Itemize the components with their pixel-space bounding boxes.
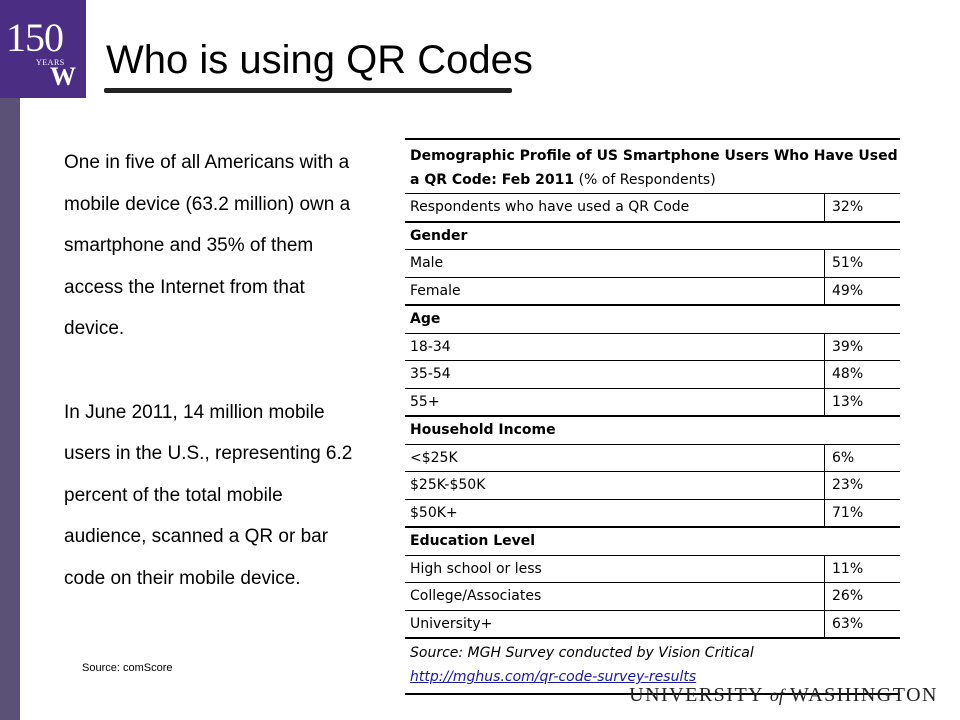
title-underline xyxy=(104,88,512,93)
row-value: 26% xyxy=(825,583,901,611)
table-row xyxy=(405,250,900,278)
logo-number: 150 xyxy=(6,15,63,60)
body-text xyxy=(64,142,364,600)
section-heading: Age xyxy=(405,305,900,333)
row-label: Respondents who have used a QR Code xyxy=(405,194,825,222)
table-source-line: Source: MGH Survey conducted by Vision Critical xyxy=(410,645,754,661)
row-value: 48% xyxy=(825,361,901,389)
table-row xyxy=(405,583,900,611)
section-heading: Household Income xyxy=(405,416,900,444)
table-row xyxy=(405,499,900,527)
table-title-suffix: (% of Respondents) xyxy=(574,172,716,188)
row-label: Female xyxy=(405,277,825,305)
logo-years-label: YEARS xyxy=(36,58,65,67)
row-label: $50K+ xyxy=(405,499,825,527)
row-label: $25K-$50K xyxy=(405,472,825,500)
row-value: 32% xyxy=(825,194,901,222)
demographic-table xyxy=(405,138,900,695)
source-note: Source: comScore xyxy=(82,662,173,674)
row-label: <$25K xyxy=(405,444,825,472)
row-label: 35-54 xyxy=(405,361,825,389)
row-value: 63% xyxy=(825,610,901,638)
table-row xyxy=(405,555,900,583)
table-title-row xyxy=(405,139,900,194)
section-heading-row xyxy=(405,305,900,333)
survey-results-link[interactable]: http://mghus.com/qr-code-survey-results xyxy=(410,669,697,685)
table-row xyxy=(405,388,900,416)
table-row-overall xyxy=(405,194,900,222)
university-of-washington-wordmark xyxy=(629,684,938,707)
row-value: 49% xyxy=(825,277,901,305)
left-sidebar-bar xyxy=(0,0,20,720)
row-label: University+ xyxy=(405,610,825,638)
slide-title: Who is using QR Codes xyxy=(106,38,533,82)
table-row xyxy=(405,472,900,500)
uw-150-years-logo xyxy=(0,0,86,98)
row-value: 23% xyxy=(825,472,901,500)
row-label: 55+ xyxy=(405,388,825,416)
row-label: High school or less xyxy=(405,555,825,583)
table-row xyxy=(405,333,900,361)
row-value: 6% xyxy=(825,444,901,472)
section-heading: Education Level xyxy=(405,527,900,555)
section-heading-row xyxy=(405,416,900,444)
table-row xyxy=(405,277,900,305)
row-value: 11% xyxy=(825,555,901,583)
row-value: 13% xyxy=(825,388,901,416)
paragraph-gap xyxy=(64,350,364,392)
uw-wordmark-part2: WASHINGTON xyxy=(783,684,938,706)
row-label: Male xyxy=(405,250,825,278)
row-value: 71% xyxy=(825,499,901,527)
table-row xyxy=(405,361,900,389)
row-value: 39% xyxy=(825,333,901,361)
row-value: 51% xyxy=(825,250,901,278)
section-heading: Gender xyxy=(405,222,900,250)
section-heading-row xyxy=(405,527,900,555)
paragraph-qr-scan-stats: In June 2011, 14 million mobile users in the U.S., representing 6.2 percent of the total mobile audience, scanned a QR or bar code on their mobile device. xyxy=(64,401,353,589)
row-label: 18-34 xyxy=(405,333,825,361)
table-row xyxy=(405,610,900,638)
paragraph-smartphone-stats: One in five of all Americans with a mobile device (63.2 million) own a smartphone and 35% of them access the Internet from that device. xyxy=(64,152,351,340)
row-label: College/Associates xyxy=(405,583,825,611)
section-heading-row xyxy=(405,222,900,250)
table-title xyxy=(405,139,900,194)
table-title-bold: Demographic Profile of US Smartphone Users Who Have Used a QR Code: Feb 2011 xyxy=(410,148,898,188)
logo-w-mark: W xyxy=(50,62,76,91)
uw-wordmark-part1: UNIVERSITY xyxy=(629,684,770,706)
table-row xyxy=(405,444,900,472)
uw-wordmark-of: of xyxy=(769,685,784,705)
